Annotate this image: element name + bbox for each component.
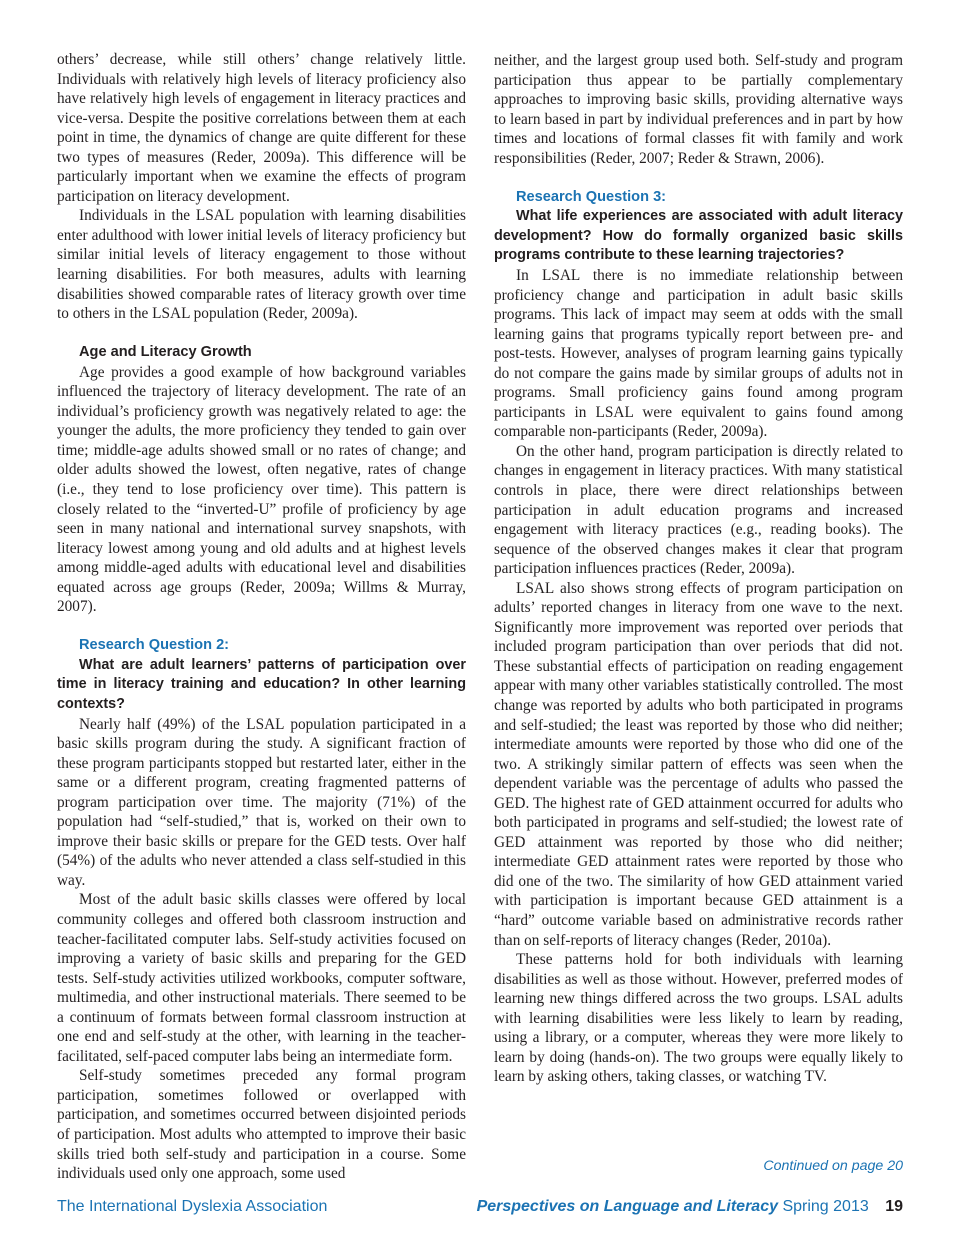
paragraph: others’ decrease, while still others’ change relatively little. Individuals with relatively high levels of literacy proficiency also have relatively high levels of engagement in literacy practices and vice-versa. Despite the positive correlations between them at each point in time, the dynamics of change are quite different for these two types of measures (Reder, 2009a). This difference will be particularly important when we examine the effects of program participation on literacy development. (57, 51, 466, 205)
research-question-text: What life experiences are associated with adult literacy development? How do formally organized basic skills programs contribute to these learning trajectories? (494, 208, 903, 264)
paragraph: Nearly half (49%) of the LSAL population participated in a basic skills program during the study. A significant fraction of these program participants stopped but restarted later, either in the same or a different program, creating fragmented patterns of program participation over time. The majority (71%) of the population had “self-studied,” that is, worked on their own to improve their basic skills or prepare for the GED tests. Over half (54%) of the adults who never attended a class self-studied in this way. (57, 715, 466, 889)
page-number: 19 (885, 1198, 903, 1215)
left-column (57, 50, 466, 1184)
research-question-label: Research Question 3: (516, 188, 667, 205)
paragraph: Most of the adult basic skills classes were offered by local community colleges and offered both classroom instruction and teacher-facilitated computer labs. Self-study activities focused on improving a variety of basic skills and preparing for the GED tests. Self-study activities utilized workbooks, computer software, multimedia, and other instructional materials. There seemed to be a continuum of formats between formal classroom instruction at one end and self-study at the other, with learning in the teacher-facilitated, self-paced computer labs being an intermediate form. (57, 891, 466, 1065)
section-heading: Age and Literacy Growth (79, 344, 252, 361)
paragraph: Self-study sometimes preceded any formal program participation, sometimes followed or overlapped with participation, and sometimes occurred between disjointed periods of participation. Most adults who attempted to improve their basic skills tried both self-study and participation in a course. Some individuals used only one approach, some used (57, 1067, 466, 1183)
research-question-text: What are adult learners’ patterns of participation over time in literacy training and education? In other learning contexts? (57, 656, 466, 712)
paragraph: LSAL also shows strong effects of program participation on adults’ reported changes in literacy from one wave to the next. Significantly more improvement was reported over periods that included program participation than over periods that did not. These substantial effects of participation on reading engagement appear with many other variables statistically controlled. The most change was reported by adults who both participated in programs and self-studied; the least was reported by those who did neither; intermediate amounts were reported by those who did one of the two. A strikingly similar pattern of effects was seen when the dependent variable was the percentage of adults who passed the GED. The highest rate of GED attainment occurred for adults who both participated in programs and self-studied; the lowest rate of GED attainment was reported by those who did neither; intermediate GED attainment rates were reported by those who did one of the two. The similarity of how GED attainment varied with participation is important because GED attainment is a “hard” outcome variable based on administrative records rather than on self-reports of literacy changes (Reder, 2010a). (494, 579, 903, 949)
footer-publication (477, 1198, 903, 1216)
journal-title: Perspectives on Language and Literacy (476, 1198, 778, 1215)
paragraph: These patterns hold for both individuals with learning disabilities as well as those without. However, preferred modes of learning new things differed across the two groups. LSAL adults with learning disabilities were less likely to learn by reading, using a library, or a computer, whereas they were more likely to learn by doing (hands-on). The two groups were equally likely to learn by asking others, taking classes, or watching TV. (494, 951, 903, 1086)
issue-label: Spring 2013 (782, 1198, 869, 1215)
research-question-label: Research Question 2: (79, 637, 230, 654)
continued-note: Continued on page 20 (763, 1158, 903, 1174)
footer-organization: The International Dyslexia Association (57, 1198, 328, 1215)
paragraph: Age provides a good example of how background variables influenced the trajectory of literacy development. The rate of an individual’s proficiency growth was negatively related to age: the younger the adults, the more proficiency they tended to gain over time; middle-age adults showed small or no rates of change; and older adults showed the lowest, often negative, rates of change (i.e., they tend to lose proficiency over time). This pattern is closely related to the “inverted-U” profile of proficiency by age seen in many national and international survey snapshots, with literacy lowest among young and old adults and at highest levels among middle-aged adults with educational level and disabilities equated across age groups (Reder, 2009a; Willms & Murray, 2007). (57, 363, 466, 616)
paragraph: On the other hand, program participation is directly related to changes in engagement in literacy practices. With many statistical controls in place, there were direct relationships between participation in adult education programs and increased engagement with literacy practices (e.g., reading books). The sequence of the observed changes makes it clear that program participation influences practices (Reder, 2009a). (494, 442, 903, 578)
right-column (494, 51, 903, 1087)
paragraph: In LSAL there is no immediate relationship between proficiency change and participation in adult basic skills programs. This lack of impact may seem at odds with the small learning gains that programs typically report between pre- and post-tests. However, analyses of program learning gains typically do not compare the gains made by similar groups of adults not in programs. Small proficiency gains found among program participants in LSAL were equivalent to gains found among comparable non-participants (Reder, 2009a). (494, 266, 903, 441)
paragraph: neither, and the largest group used both. Self-study and program participation thus appear to be partially complementary approaches to improving basic skills, providing alternative ways to learn based in part by individual preferences and in part by how times and locations of formal classes fit with family and work responsibilities (Reder, 2007; Reder & Strawn, 2006). (494, 52, 903, 167)
paragraph: Individuals in the LSAL population with learning disabilities enter adulthood with lower initial levels of literacy proficiency but similar initial levels of literacy engagement to those without learning disabilities. For both measures, adults with learning disabilities showed comparable rates of literacy growth over time to others in the LSAL population (Reder, 2009a). (57, 207, 466, 323)
